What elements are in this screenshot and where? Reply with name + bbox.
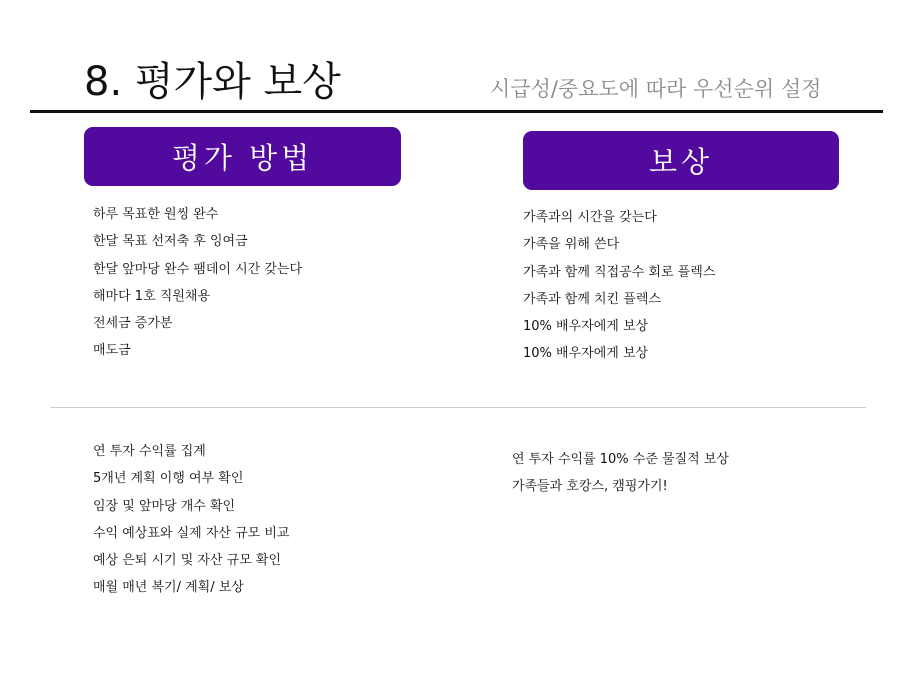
list-item: 가족들과 호캉스, 캠핑가기! xyxy=(512,479,668,495)
list-item: 연 투자 수익률 10% 수준 물질적 보상 xyxy=(512,452,729,467)
list-item: 가족과 함께 치킨 플렉스 xyxy=(523,291,661,307)
list-item: 한달 목표 선저축 후 잉여금 xyxy=(93,234,248,250)
list-item: 해마다 1호 직원채용 xyxy=(93,288,210,304)
evaluation-header xyxy=(84,127,401,186)
list-item: 매월 매년 복기/ 계획/ 보상 xyxy=(93,580,244,596)
list-item: 연 투자 수익률 집계 xyxy=(93,444,206,459)
list-item: 예상 은퇴 시기 및 자산 규모 확인 xyxy=(93,553,282,569)
list-item: 전세금 증가분 xyxy=(93,316,173,332)
reward-header-label: 보상 xyxy=(648,145,714,179)
section-divider xyxy=(50,407,866,408)
list-item: 수익 예상표와 실제 자산 규모 비교 xyxy=(93,525,290,541)
list-item: 가족과의 시간을 갖는다 xyxy=(523,210,657,225)
list-item: 가족을 위해 쓴다 xyxy=(523,237,620,253)
list-item: 가족과 함께 직접공수 회로 플렉스 xyxy=(523,264,716,280)
slide-title: 8. 평가와 보상 xyxy=(84,59,341,105)
evaluation-header-label: 평가 방법 xyxy=(171,141,314,175)
title-divider xyxy=(30,110,883,113)
list-item: 매도금 xyxy=(93,343,131,359)
list-item: 하루 목표한 원씽 완수 xyxy=(93,207,219,222)
reward-list-bottom xyxy=(512,446,729,501)
reward-list-top xyxy=(523,204,715,368)
slide-subtitle: 시급성/중요도에 따라 우선순위 설정 xyxy=(490,77,822,101)
list-item: 임장 및 앞마당 개수 확인 xyxy=(93,498,236,514)
list-item: 10% 배우자에게 보상 xyxy=(523,346,649,362)
evaluation-list-bottom xyxy=(93,438,289,602)
reward-header xyxy=(523,131,839,190)
list-item: 한달 앞마당 완수 팸데이 시간 갖는다 xyxy=(93,261,303,277)
evaluation-list-top xyxy=(93,201,302,365)
list-item: 10% 배우자에게 보상 xyxy=(523,319,649,335)
list-item: 5개년 계획 이행 여부 확인 xyxy=(93,471,244,487)
